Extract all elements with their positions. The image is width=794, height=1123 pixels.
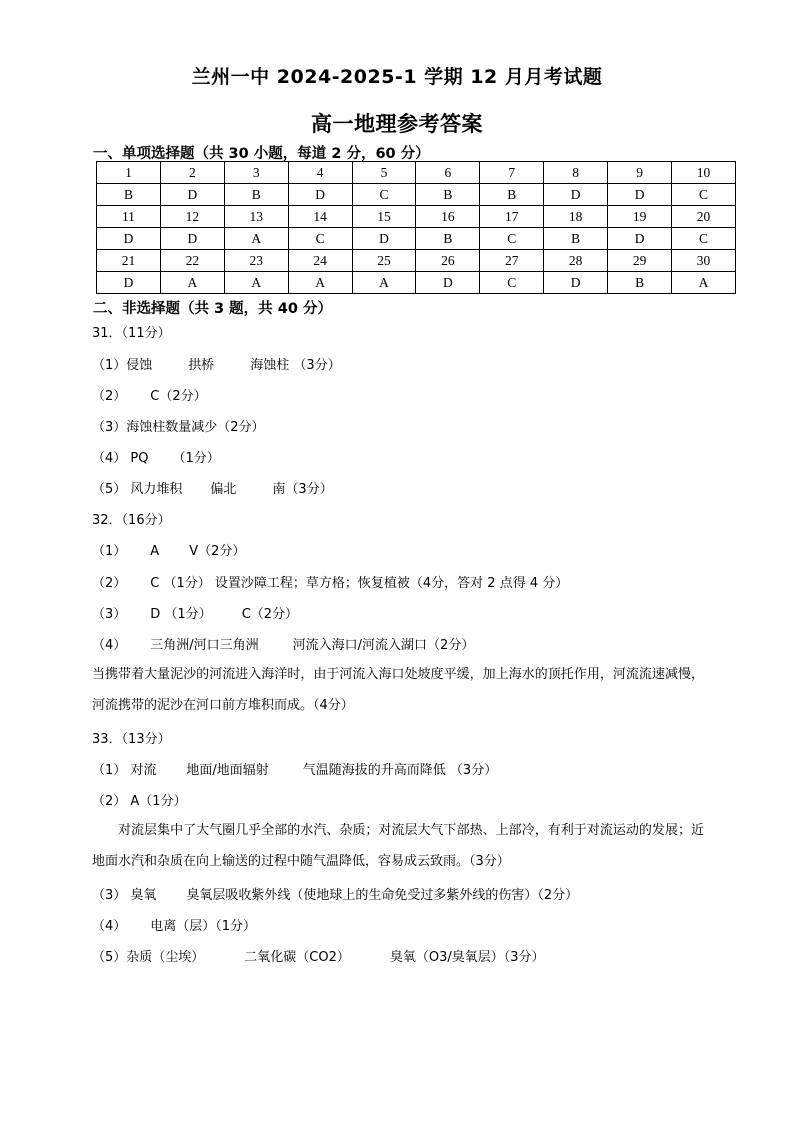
q32-answer-4: （4） 三角洲/河口三角洲 河流入海口/河流入湖口（2分）: [92, 638, 475, 653]
question-number-cell: 22: [160, 250, 224, 272]
answer-key-cell: A: [672, 272, 736, 294]
q32-answer-2: （2） C （1分） 设置沙障工程；草方格；恢复植被（4分，答对 2 点得 4 分）: [92, 576, 569, 591]
question-number-cell: 19: [608, 206, 672, 228]
q33-answer-5: （5）杂质（尘埃） 二氧化碳（CO2） 臭氧（O3/臭氧层）（3分）: [92, 950, 545, 965]
q31-answer-2: （2） C（2分）: [92, 389, 207, 404]
question-number-cell: 15: [352, 206, 416, 228]
q31-answer-5: （5） 风力堆积 偏北 南（3分）: [92, 482, 333, 497]
question-number-cell: 6: [416, 162, 480, 184]
q32-heading: 32．（16分）: [92, 513, 171, 528]
q33-answer-2-explanation: 对流层集中了大气圈几乎全部的水汽、杂质；对流层大气下部热、上部冷，有利于对流运动的发展；近地面水汽和杂质在向上输送的过程中随气温降低，容易成云致雨。（3分）: [92, 823, 704, 869]
answer-key-row: [97, 228, 736, 250]
question-number-cell: 17: [480, 206, 544, 228]
answer-key-cell: D: [416, 272, 480, 294]
q31-answer-3: （3）海蚀柱数量减少（2分）: [92, 420, 265, 435]
page-subtitle: 高一地理参考答案: [311, 112, 483, 136]
answer-key-cell: C: [480, 228, 544, 250]
question-number-cell: 2: [160, 162, 224, 184]
question-number-cell: 18: [544, 206, 608, 228]
answer-key-cell: B: [480, 184, 544, 206]
page-title: 兰州一中 2024-2025-1 学期 12 月月考试题: [191, 66, 603, 88]
question-number-cell: 13: [224, 206, 288, 228]
answer-key-row: [97, 272, 736, 294]
question-number-cell: 16: [416, 206, 480, 228]
answer-key-cell: A: [288, 272, 352, 294]
question-number-cell: 29: [608, 250, 672, 272]
question-number-cell: 14: [288, 206, 352, 228]
q32-answer-3: （3） D （1分） C（2分）: [92, 607, 299, 622]
question-number-row: [97, 206, 736, 228]
answer-key-row: [97, 184, 736, 206]
answer-key-cell: B: [416, 184, 480, 206]
answer-key-cell: C: [480, 272, 544, 294]
question-number-cell: 4: [288, 162, 352, 184]
answer-key-cell: C: [672, 228, 736, 250]
answer-key-cell: D: [608, 184, 672, 206]
question-number-cell: 27: [480, 250, 544, 272]
answer-key-cell: D: [352, 228, 416, 250]
answer-key-cell: A: [352, 272, 416, 294]
answer-key-cell: B: [608, 272, 672, 294]
question-number-cell: 26: [416, 250, 480, 272]
answer-key-cell: D: [544, 184, 608, 206]
question-number-cell: 20: [672, 206, 736, 228]
answer-key-cell: D: [288, 184, 352, 206]
answer-key-cell: D: [97, 272, 161, 294]
answer-key-cell: D: [608, 228, 672, 250]
answer-table: [96, 161, 736, 294]
q33-answer-2: （2） A（1分）: [92, 794, 187, 809]
q31-answer-1: （1）侵蚀 拱桥 海蚀柱 （3分）: [92, 358, 341, 373]
q32-answer-1: （1） A V（2分）: [92, 544, 246, 559]
section-heading-non-choice: 二、非选择题（共 3 题，共 40 分）: [93, 301, 332, 317]
question-number-cell: 23: [224, 250, 288, 272]
question-number-cell: 21: [97, 250, 161, 272]
question-number-cell: 8: [544, 162, 608, 184]
answer-key-cell: D: [160, 228, 224, 250]
q31-heading: 31．（11分）: [92, 326, 171, 341]
answer-key-cell: B: [416, 228, 480, 250]
answer-key-cell: B: [97, 184, 161, 206]
question-number-cell: 30: [672, 250, 736, 272]
question-number-cell: 5: [352, 162, 416, 184]
q33-answer-3: （3） 臭氧 臭氧层吸收紫外线（使地球上的生命免受过多紫外线的伤害）（2分）: [92, 888, 579, 903]
section-heading-multiple-choice: 一、单项选择题（共 30 小题，每道 2 分，60 分）: [93, 146, 430, 162]
q33-answer-4: （4） 电离（层）（1分）: [92, 919, 257, 934]
question-number-cell: 3: [224, 162, 288, 184]
question-number-cell: 7: [480, 162, 544, 184]
q33-heading: 33．（13分）: [92, 732, 171, 747]
answer-key-cell: D: [544, 272, 608, 294]
answer-key-cell: C: [288, 228, 352, 250]
answer-key-cell: C: [352, 184, 416, 206]
answer-key-cell: B: [224, 184, 288, 206]
answer-key-cell: C: [672, 184, 736, 206]
question-number-cell: 25: [352, 250, 416, 272]
answer-key-cell: A: [224, 228, 288, 250]
question-number-cell: 28: [544, 250, 608, 272]
question-number-cell: 10: [672, 162, 736, 184]
question-number-row: [97, 250, 736, 272]
question-number-cell: 24: [288, 250, 352, 272]
answer-key-cell: A: [224, 272, 288, 294]
q31-answer-4: （4） PQ （1分）: [92, 451, 220, 466]
question-number-cell: 1: [97, 162, 161, 184]
answer-key-cell: D: [97, 228, 161, 250]
question-number-cell: 9: [608, 162, 672, 184]
answer-key-cell: B: [544, 228, 608, 250]
question-number-row: [97, 162, 736, 184]
answer-key-cell: D: [160, 184, 224, 206]
answer-key-cell: A: [160, 272, 224, 294]
question-number-cell: 11: [97, 206, 161, 228]
q32-answer-4-explanation: 当携带着大量泥沙的河流进入海洋时，由于河流入海口处坡度平缓，加上海水的顶托作用，河流流速减慢，河流携带的泥沙在河口前方堆积而成。（4分）: [92, 667, 704, 713]
q33-answer-1: （1） 对流 地面/地面辐射 气温随海拔的升高而降低 （3分）: [92, 763, 498, 778]
question-number-cell: 12: [160, 206, 224, 228]
